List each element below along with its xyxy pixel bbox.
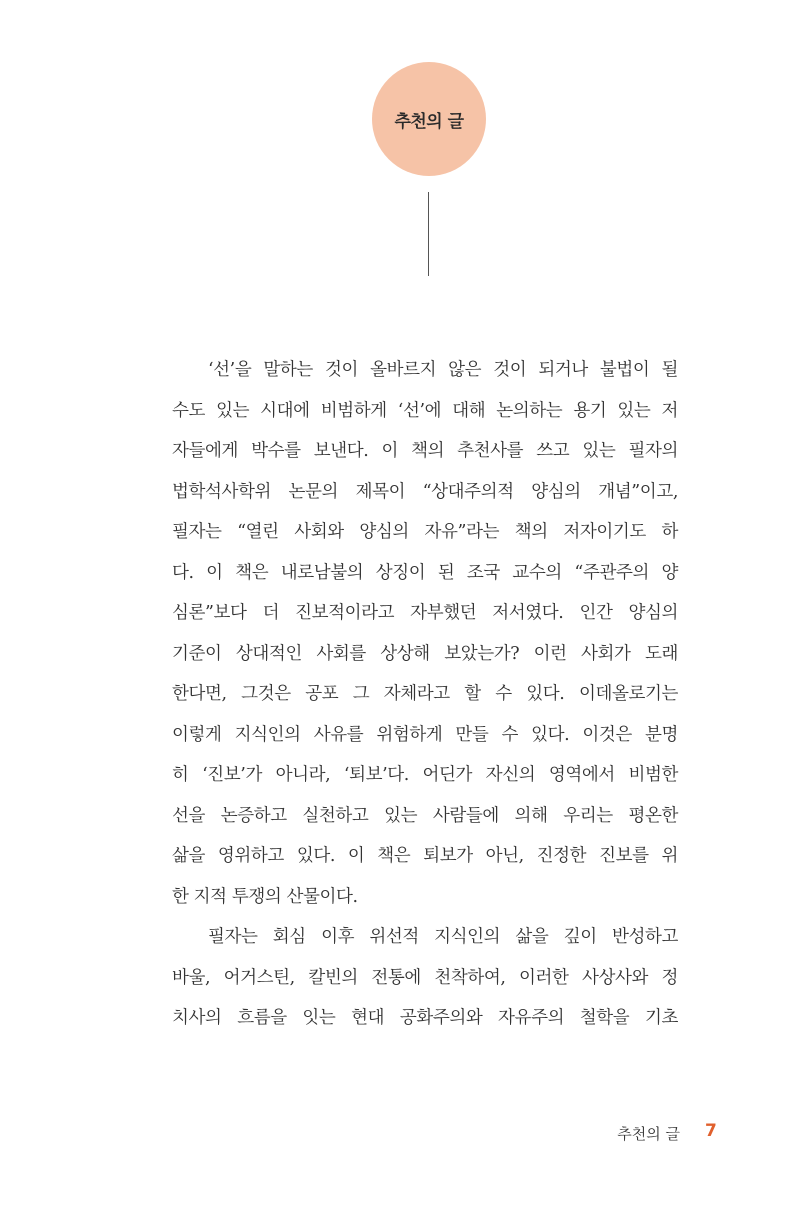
- text-line: 히 ‘진보’가 아니라, ‘퇴보’다. 어딘가 자신의 영역에서 비범한: [172, 765, 678, 785]
- text-line: 한 지적 투쟁의 산물이다.: [172, 886, 358, 907]
- text-line: 심론”보다 더 진보적이라고 자부했던 저서였다. 인간 양심의: [172, 603, 678, 623]
- vertical-divider: [428, 192, 429, 276]
- text-line: 한다면, 그것은 공포 그 자체라고 할 수 있다. 이데올로기는: [172, 684, 678, 704]
- text-line: ‘선’을 말하는 것이 올바르지 않은 것이 되거나 불법이 될: [208, 360, 678, 380]
- text-line: 바울, 어거스틴, 칼빈의 전통에 천착하여, 이러한 사상사와 정: [172, 967, 678, 988]
- text-line: 선을 논증하고 실천하고 있는 사람들에 의해 우리는 평온한: [172, 805, 678, 826]
- page-number: 7: [705, 1121, 717, 1141]
- text-line: 치사의 흐름을 잇는 현대 공화주의와 자유주의 철학을 기초: [172, 1008, 678, 1028]
- text-line: 기준이 상대적인 사회를 상상해 보았는가? 이런 사회가 도래: [172, 643, 678, 664]
- text-line: 자들에게 박수를 보낸다. 이 책의 추천사를 쓰고 있는 필자의: [172, 441, 678, 461]
- body-text: [172, 350, 678, 1039]
- text-line: 삶을 영위하고 있다. 이 책은 퇴보가 아닌, 진정한 진보를 위: [172, 846, 678, 866]
- text-line: 필자는 회심 이후 위선적 지식인의 삶을 깊이 반성하고: [208, 927, 678, 947]
- text-line: 필자는 “열린 사회와 양심의 자유”라는 책의 저자이기도 하: [172, 522, 678, 542]
- text-line: 다. 이 책은 내로남불의 상징이 된 조국 교수의 “주관주의 양: [172, 562, 678, 583]
- text-line: 법학석사학위 논문의 제목이 “상대주의적 양심의 개념”이고,: [172, 481, 678, 502]
- running-title: 추천의 글: [617, 1125, 680, 1143]
- text-line: 이렇게 지식인의 사유를 위험하게 만들 수 있다. 이것은 분명: [172, 724, 678, 745]
- chapter-badge: [372, 62, 486, 176]
- chapter-title: 추천의 글: [394, 111, 464, 132]
- text-line: 수도 있는 시대에 비범하게 ‘선’에 대해 논의하는 용기 있는 저: [172, 400, 678, 421]
